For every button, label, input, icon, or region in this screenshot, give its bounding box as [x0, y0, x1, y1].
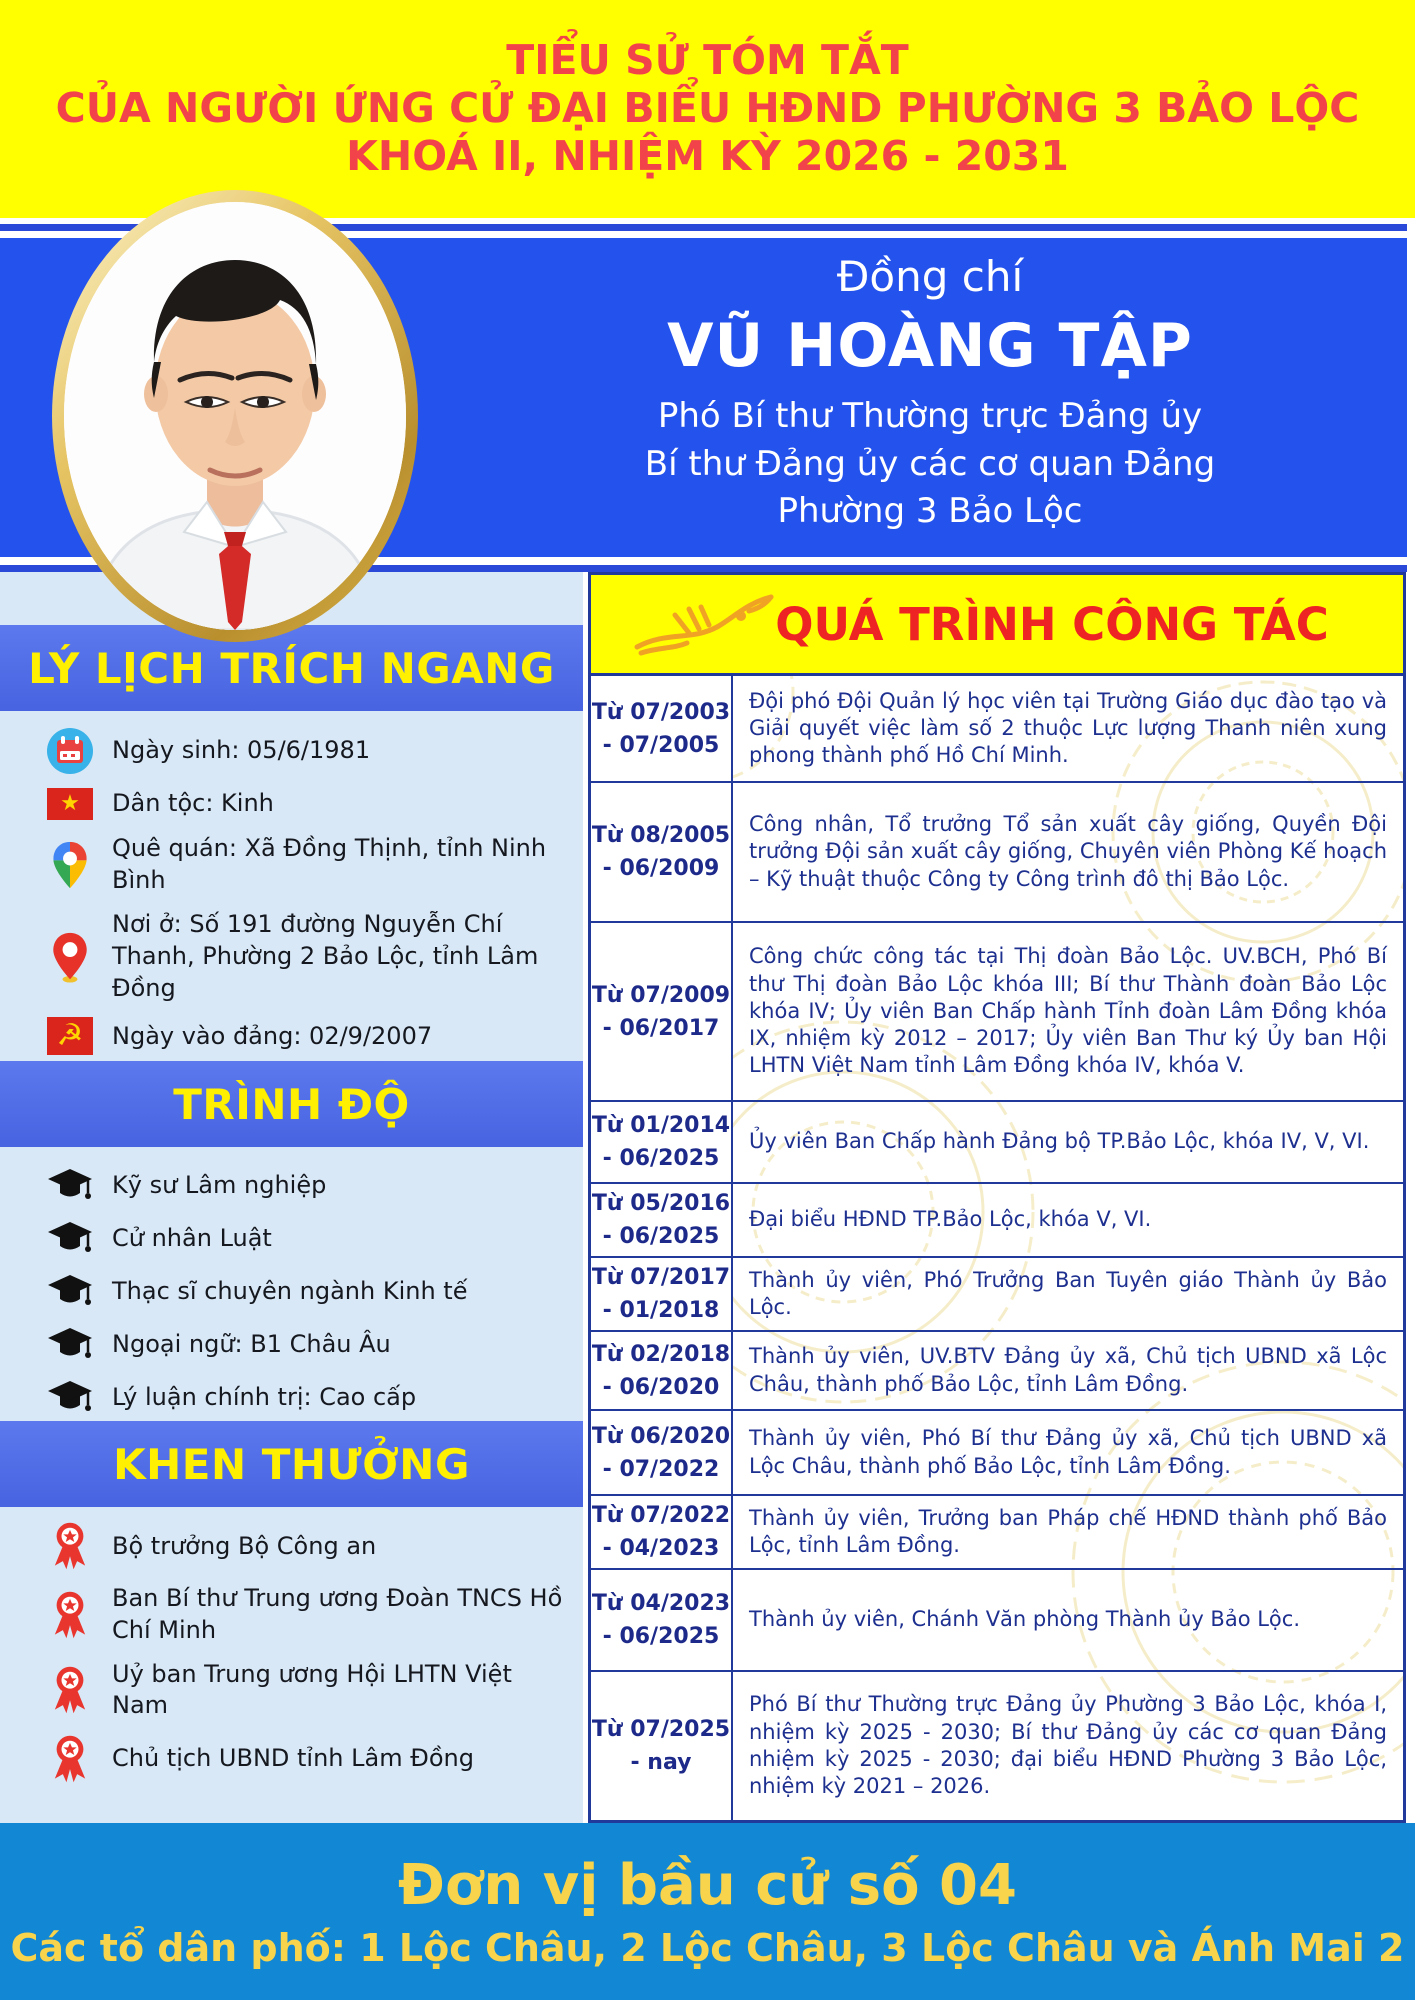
graduation-cap-icon	[44, 1379, 96, 1415]
career-period: Từ 07/2003 - 07/2005	[591, 676, 733, 781]
list-item-education	[44, 1379, 575, 1415]
salutation: Đồng chí	[836, 252, 1024, 301]
banner-line-3: KHOÁ II, NHIỆM KỲ 2026 - 2031	[346, 131, 1069, 180]
career-row	[591, 923, 1403, 1102]
career-row	[591, 1411, 1403, 1496]
electoral-unit-title: Đơn vị bầu cử số 04	[398, 1853, 1017, 1918]
education-text: Lý luận chính trị: Cao cấp	[112, 1382, 417, 1411]
education-text: Thạc sĩ chuyên ngành Kinh tế	[112, 1276, 468, 1305]
career-period: Từ 01/2014 - 06/2025	[591, 1102, 733, 1182]
profile-list	[0, 711, 583, 1061]
career-period: Từ 02/2018 - 06/2020	[591, 1332, 733, 1409]
list-item-hometown	[44, 833, 575, 896]
section-awards-header	[0, 1421, 583, 1507]
list-item-education	[44, 1220, 575, 1256]
career-description: Ủy viên Ban Chấp hành Đảng bộ TP.Bảo Lộc, khóa IV, V, VI.	[749, 1129, 1370, 1154]
section-profile-title: LÝ LỊCH TRÍCH NGANG	[28, 643, 555, 693]
location-pin-icon	[44, 931, 96, 983]
career-period: Từ 04/2023 - 06/2025	[591, 1570, 733, 1670]
career-period: Từ 07/2022 - 04/2023	[591, 1496, 733, 1568]
career-description: Thành ủy viên, Trưởng ban Pháp chế HĐND thành phố Bảo Lộc, tỉnh Lâm Đồng.	[749, 1505, 1387, 1557]
ethnicity-text: Dân tộc: Kinh	[112, 789, 274, 818]
award-text: Ban Bí thư Trung ương Đoàn TNCS Hồ Chí Minh	[112, 1584, 563, 1645]
portrait-illustration	[64, 202, 406, 630]
list-item-party-date	[44, 1017, 575, 1055]
party-date-text: Ngày vào đảng: 02/9/2007	[112, 1021, 433, 1050]
career-row	[591, 1184, 1403, 1258]
education-text: Cử nhân Luật	[112, 1223, 272, 1252]
career-description: Đại biểu HĐND TP.Bảo Lộc, khóa V, VI.	[749, 1207, 1152, 1232]
list-item-award	[44, 1521, 575, 1571]
banner-line-2: CỦA NGƯỜI ỨNG CỬ ĐẠI BIỂU HĐND PHƯỜNG 3 BẢO LỘC	[55, 84, 1360, 133]
section-education-header	[0, 1061, 583, 1147]
list-item-award	[44, 1734, 575, 1784]
career-row	[591, 1332, 1403, 1411]
career-period: Từ 07/2025 - nay	[591, 1672, 733, 1820]
career-period: Từ 08/2005 - 06/2009	[591, 783, 733, 921]
career-description: Phó Bí thư Thường trực Đảng ủy Phường 3 Bảo Lộc, khóa I, nhiệm kỳ 2025 - 2030; Bí thư Đảng ủy các cơ quan Đảng nhiệm kỳ 2025 - 2030; đại biểu HĐND Phường 3 Bảo Lộc, nhiệm kỳ 2021 – 2026.	[749, 1692, 1387, 1799]
candidate-header	[470, 252, 1390, 536]
career-period: Từ 06/2020 - 07/2022	[591, 1411, 733, 1494]
list-item-education	[44, 1326, 575, 1362]
electoral-unit-areas: Các tổ dân phố: 1 Lộc Châu, 2 Lộc Châu, 3 Lộc Châu và Ánh Mai 2	[10, 1926, 1405, 1970]
calendar-icon	[44, 727, 96, 775]
medal-icon	[44, 1521, 96, 1571]
career-row	[591, 1258, 1403, 1332]
career-table	[588, 572, 1406, 1823]
list-item-award	[44, 1659, 575, 1722]
graduation-cap-icon	[44, 1273, 96, 1309]
list-item-award	[44, 1583, 575, 1646]
birthdate-text: Ngày sinh: 05/6/1981	[112, 736, 371, 765]
career-description: Thành ủy viên, Chánh Văn phòng Thành ủy Bảo Lộc.	[749, 1607, 1300, 1632]
award-text: Chủ tịch UBND tỉnh Lâm Đồng	[112, 1744, 474, 1773]
career-title: QUÁ TRÌNH CÔNG TÁC	[775, 597, 1329, 651]
career-description: Công chức công tác tại Thị đoàn Bảo Lộc. UV.BCH, Phó Bí thư Thị đoàn Bảo Lộc khóa III; Bí thư Thành đoàn Bảo Lộc khóa IV; Ủy viên Ban Chấp hành Tỉnh đoàn Lâm Đồng khóa IX, nhiệm kỳ 2012 – 2017; Ủy viên Ban Thư ký Ủy ban Hội LHTN Việt Nam tỉnh Lâm Đồng khóa IV, khóa V.	[749, 944, 1387, 1078]
candidate-photo	[64, 202, 406, 630]
graduation-cap-icon	[44, 1167, 96, 1203]
candidate-title-1: Phó Bí thư Thường trực Đảng ủy	[657, 396, 1203, 436]
hometown-text: Quê quán: Xã Đồng Thịnh, tỉnh Ninh Bình	[112, 834, 547, 894]
section-awards-title: KHEN THƯỞNG	[113, 1439, 470, 1489]
graduation-cap-icon	[44, 1220, 96, 1256]
career-row	[591, 1570, 1403, 1672]
education-list	[0, 1147, 583, 1421]
medal-icon	[44, 1665, 96, 1715]
award-text: Bộ trưởng Bộ Công an	[112, 1531, 377, 1560]
career-row	[591, 1102, 1403, 1184]
education-text: Kỹ sư Lâm nghiệp	[112, 1170, 327, 1199]
education-text: Ngoại ngữ: B1 Châu Âu	[112, 1329, 391, 1358]
banner-line-1: TIỂU SỬ TÓM TẮT	[506, 36, 909, 85]
candidate-title-2: Bí thư Đảng ủy các cơ quan Đảng	[644, 443, 1216, 484]
career-header	[591, 575, 1403, 676]
section-profile-header	[0, 625, 583, 711]
list-item-ethnicity	[44, 788, 575, 820]
vietnam-flag-icon	[44, 788, 96, 820]
career-period: Từ 05/2016 - 06/2025	[591, 1184, 733, 1256]
list-item-residence	[44, 909, 575, 1004]
party-flag-icon	[44, 1017, 96, 1055]
career-description: Thành ủy viên, Phó Trưởng Ban Tuyên giáo Thành ủy Bảo Lộc.	[749, 1267, 1387, 1319]
medal-icon	[44, 1590, 96, 1640]
maps-pin-icon	[44, 840, 96, 890]
career-row	[591, 1496, 1403, 1570]
title-banner	[0, 0, 1415, 218]
medal-icon	[44, 1734, 96, 1784]
awards-list	[0, 1507, 583, 1790]
candidate-title-3: Phường 3 Bảo Lộc	[777, 491, 1083, 532]
career-description: Thành ủy viên, Phó Bí thư Đảng ủy xã, Chủ tịch UBND xã Lộc Châu, thành phố Bảo Lộc, tỉnh Lâm Đồng.	[749, 1426, 1387, 1478]
candidate-name: VŨ HOÀNG TẬP	[667, 311, 1193, 381]
career-description: Thành ủy viên, UV.BTV Đảng ủy xã, Chủ tịch UBND xã Lộc Châu, thành phố Bảo Lộc, tỉnh Lâm Đồng.	[749, 1344, 1387, 1396]
lac-bird-icon	[629, 589, 789, 661]
career-panel	[583, 572, 1406, 1823]
residence-text: Nơi ở: Số 191 đường Nguyễn Chí Thanh, Phường 2 Bảo Lộc, tỉnh Lâm Đồng	[112, 910, 539, 1002]
list-item-birthdate	[44, 727, 575, 775]
career-period: Từ 07/2017 - 01/2018	[591, 1258, 733, 1330]
career-description: Công nhân, Tổ trưởng Tổ sản xuất cây giống, Quyền Đội trưởng Đội sản xuất cây giống, Chuyên viên Phòng Kế hoạch – Kỹ thuật thuộc Công ty Công trình đô thị Bảo Lộc.	[749, 812, 1387, 891]
career-row	[591, 676, 1403, 783]
career-description: Đội phó Đội Quản lý học viên tại Trường Giáo dục đào tạo và Giải quyết việc làm số 2 thuộc Lực lượng Thanh niên xung phong thành phố Hồ Chí Minh.	[749, 688, 1387, 768]
electoral-unit-footer	[0, 1823, 1415, 2000]
left-panel	[0, 572, 583, 1823]
career-row	[591, 1672, 1403, 1820]
award-text: Uỷ ban Trung ương Hội LHTN Việt Nam	[112, 1659, 512, 1720]
candidate-photo-frame	[52, 190, 418, 642]
graduation-cap-icon	[44, 1326, 96, 1362]
career-row	[591, 783, 1403, 923]
list-item-education	[44, 1167, 575, 1203]
list-item-education	[44, 1273, 575, 1309]
career-period: Từ 07/2009 - 06/2017	[591, 923, 733, 1100]
section-education-title: TRÌNH ĐỘ	[173, 1079, 410, 1129]
